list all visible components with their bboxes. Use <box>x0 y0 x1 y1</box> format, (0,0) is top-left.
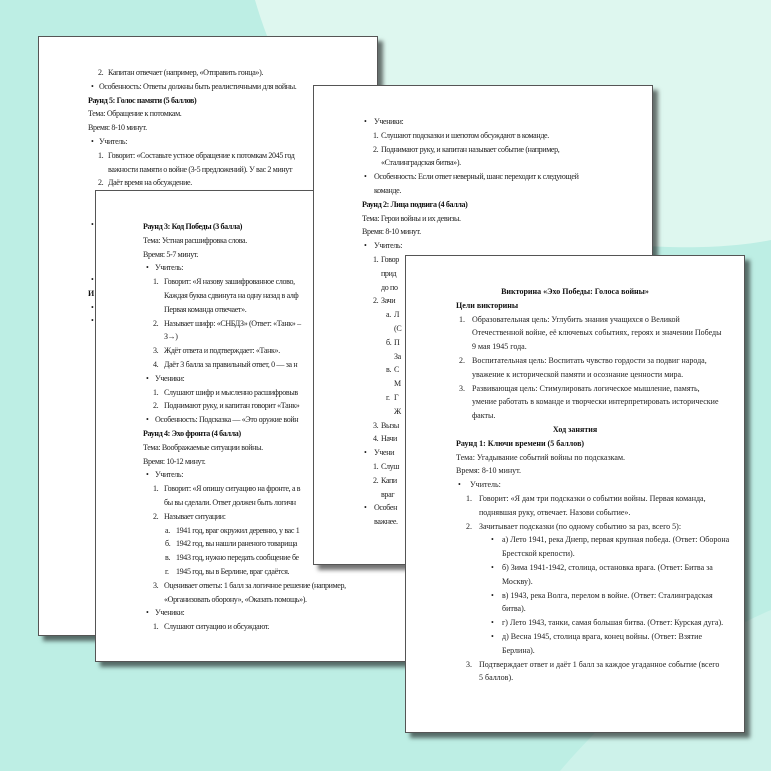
list-number: 1. <box>153 622 159 632</box>
text-line <box>314 184 652 198</box>
text-line <box>406 671 744 685</box>
list-number: 3. <box>153 580 159 590</box>
text-line <box>406 395 744 409</box>
line-text: умение работать в команде и творчески интерпретировать исторические <box>472 397 719 407</box>
bullet-marker: • <box>91 316 94 326</box>
line-text: Воспитательная цель: Воспитать чувство гордости за подвиг народа, <box>472 355 707 365</box>
text-line <box>406 616 744 630</box>
bullet-marker: • <box>91 302 94 312</box>
text-line <box>406 478 744 492</box>
text-line <box>406 547 744 561</box>
line-text: Подтверждает ответ и даёт 1 балл за каждое угаданное событие (всего <box>479 659 720 669</box>
text-line <box>406 520 744 534</box>
line-text: Зачи <box>381 296 396 306</box>
line-text: Каждая буква сдвинута на одну назад в алф <box>164 290 299 300</box>
list-number: б. <box>386 337 392 347</box>
text-line <box>406 602 744 616</box>
line-text: Развивающая цель: Стимулировать логическое мышление, память, <box>472 383 700 393</box>
line-text: М <box>394 379 401 389</box>
line-text: Время: 10-12 минут. <box>143 456 206 466</box>
bullet-marker: • <box>364 241 367 251</box>
list-number: а. <box>386 310 391 320</box>
line-text: Отечественной войне, её ключевых событиях, героях и значении Победы <box>472 328 722 338</box>
bullet-marker: • <box>491 535 494 545</box>
line-text: Раунд 2: Лица подвига (4 балла) <box>362 199 468 209</box>
list-number: 4. <box>153 359 159 369</box>
line-text: факты. <box>472 411 496 421</box>
line-text: Раунд 5: Голос памяти (5 баллов) <box>88 95 197 105</box>
text-line <box>96 579 434 593</box>
line-text: в) 1943, река Волга, перелом в войне. (Ответ: Сталинградская <box>502 590 713 600</box>
line-text: Поднимают руку, и капитан называет событие (например, <box>381 144 560 154</box>
list-number: г. <box>386 392 390 402</box>
list-number: в. <box>386 365 392 375</box>
line-text: Капитан отвечает (например, «Отправить гонца»). <box>108 68 264 77</box>
line-text: 1942 год, вы нашли раненого товарища <box>176 539 298 549</box>
bullet-marker: • <box>146 470 149 480</box>
bullet-marker: • <box>491 562 494 572</box>
section-heading <box>406 437 744 451</box>
bullet-marker: • <box>364 503 367 513</box>
list-number: 3. <box>373 420 379 430</box>
section-heading <box>406 423 744 437</box>
text-line <box>314 170 652 184</box>
list-number: 1. <box>153 484 159 494</box>
line-text: 5 баллов). <box>479 673 514 683</box>
text-line <box>406 409 744 423</box>
line-text: Поднимают руку, и капитан говорит «Танк» <box>164 401 300 411</box>
line-text: Время: 8-10 минут. <box>456 466 522 476</box>
line-text: Берлина). <box>502 645 535 655</box>
line-text: Учитель: <box>99 136 128 146</box>
line-text: Цели викторины <box>456 300 519 310</box>
list-number: 1. <box>153 277 159 287</box>
text-line <box>39 66 377 80</box>
line-text: Особенность: Если ответ неверный, шанс переходит к следующей <box>374 172 579 182</box>
list-number: 1. <box>373 130 379 140</box>
line-text: Слушают ситуацию и обсуждают. <box>164 622 270 632</box>
line-text: Капи <box>381 475 397 485</box>
line-text: Слушают подсказки и шепотом обсуждают в команде. <box>381 130 549 140</box>
list-number: 2. <box>373 144 379 154</box>
list-number: 3. <box>459 383 465 393</box>
text-line <box>314 143 652 157</box>
text-line <box>406 340 744 354</box>
list-number: 2. <box>153 318 159 328</box>
line-text: Раунд 3: Код Победы (3 балла) <box>143 222 243 231</box>
text-line <box>406 451 744 465</box>
section-heading <box>314 198 652 212</box>
list-number: 2. <box>373 475 379 485</box>
line-text: Учитель: <box>470 480 501 490</box>
list-number: 2. <box>466 521 472 531</box>
list-number: 1. <box>153 387 159 397</box>
line-text: важнее. <box>374 517 398 527</box>
line-text: Учитель: <box>374 241 403 251</box>
list-number: 2. <box>98 68 104 77</box>
list-number: 3. <box>466 659 472 669</box>
line-text: Слуш <box>381 461 400 471</box>
text-line <box>406 354 744 368</box>
line-text: Тема: Герои войны и их девизы. <box>362 213 461 223</box>
list-number: 2. <box>153 401 159 411</box>
text-line <box>406 630 744 644</box>
text-line <box>96 606 434 620</box>
text-line <box>96 593 434 607</box>
line-text: «Организовать оборону», «Оказать помощь»). <box>164 594 307 604</box>
list-number: 1. <box>466 493 472 503</box>
line-text: Говорит: «Составьте устное обращение к потомкам 2045 год <box>108 150 295 160</box>
line-text: Вызы <box>381 420 399 430</box>
list-number: 2. <box>459 355 465 365</box>
text-line <box>406 464 744 478</box>
text-line <box>314 212 652 226</box>
text-line <box>314 225 652 239</box>
line-text: Москву). <box>502 576 533 586</box>
bullet-marker: • <box>491 631 494 641</box>
line-text: Особенность: Подсказка — «Это оружие войн <box>155 415 299 425</box>
line-text: Называет ситуации: <box>164 511 226 521</box>
bullet-marker: • <box>91 81 94 91</box>
bullet-marker: • <box>91 136 94 146</box>
line-text: Особенность: Ответы должны быть реалистичными для войны. <box>99 81 297 91</box>
line-text: Раунд 1: Ключи времени (5 баллов) <box>456 438 585 448</box>
text-line <box>406 492 744 506</box>
line-text: Ждёт ответа и подтверждает: «Танк». <box>164 346 280 356</box>
bullet-marker: • <box>364 172 367 182</box>
line-text: уважение к исторической памяти и осознание ценности мира. <box>472 369 684 379</box>
line-text: Даёт 3 балла за правильный ответ, 0 — за н <box>164 359 298 369</box>
line-text: С <box>394 365 399 375</box>
list-number: г. <box>165 566 169 576</box>
line-text: З→) <box>164 332 178 342</box>
line-text: П <box>394 337 400 347</box>
text-line <box>314 129 652 143</box>
text-line <box>406 644 744 658</box>
line-text: Время: 5-7 минут. <box>143 249 199 259</box>
line-text: Учени <box>374 448 395 458</box>
line-text: бы вы сделали. Ответ должен быть логичн <box>164 497 296 507</box>
line-text: Даёт время на обсуждение. <box>108 178 192 188</box>
bullet-marker: • <box>146 263 149 273</box>
bullet-marker: • <box>91 274 94 284</box>
line-text: (С <box>394 323 402 333</box>
text-line <box>406 658 744 672</box>
line-text: Викторина «Эхо Победы: Голоса войны» <box>501 287 649 296</box>
line-text: Тема: Воображаемые ситуации войны. <box>143 442 263 452</box>
text-line <box>406 313 744 327</box>
line-text: Говор <box>381 254 399 264</box>
list-number: в. <box>165 553 171 563</box>
line-text: Время: 8-10 минут. <box>88 123 147 133</box>
line-text: Слушают шифр и мысленно расшифровыв <box>164 387 298 397</box>
document-page-title-round-1 <box>405 255 745 733</box>
line-text: Ученики: <box>155 373 185 383</box>
bullet-marker: • <box>491 590 494 600</box>
section-heading <box>406 285 744 299</box>
bullet-marker: • <box>146 608 149 618</box>
line-text: команде. <box>374 185 401 195</box>
line-text: до по <box>381 282 398 292</box>
text-line <box>96 620 434 634</box>
line-text: г) Лето 1943, танки, самая большая битва. (Ответ: Курская дуга). <box>502 618 724 628</box>
line-text: 9 мая 1945 года. <box>472 342 527 352</box>
text-line <box>406 575 744 589</box>
text-line <box>314 115 652 129</box>
line-text: Первая команда отвечает». <box>164 304 247 314</box>
bullet-marker: • <box>91 219 94 229</box>
text-line <box>406 561 744 575</box>
line-text: а) Лето 1941, река Днепр, первая крупная победа. (Ответ: Оборона <box>502 535 730 545</box>
line-text: «Сталинградская битва»). <box>381 158 461 168</box>
line-text: Тема: Обращение к потомкам. <box>88 109 182 119</box>
text-line <box>314 239 652 253</box>
text-line <box>406 533 744 547</box>
line-text: Брестской крепости). <box>502 549 575 559</box>
text-line <box>406 382 744 396</box>
line-text: Говорит: «Я назову зашифрованное слово, <box>164 277 295 287</box>
text-line <box>314 156 652 170</box>
text-line <box>406 326 744 340</box>
line-text: Ход занятия <box>552 424 598 434</box>
text-line <box>406 589 744 603</box>
list-number: 1. <box>373 461 379 471</box>
list-number: 2. <box>373 296 379 306</box>
line-text: Раунд 4: Эхо фронта (4 балла) <box>143 428 241 438</box>
line-text: Г <box>394 392 399 402</box>
bullet-marker: • <box>146 373 149 383</box>
bullet-marker: • <box>364 117 367 126</box>
line-text: важности памяти о войне (3-5 предложений). У вас 2 минут <box>108 164 293 174</box>
list-number: б. <box>165 539 171 549</box>
line-text: Время: 8-10 минут. <box>362 227 421 237</box>
bullet-marker: • <box>491 618 494 628</box>
text-line <box>96 565 434 579</box>
line-text: Говорит: «Я опишу ситуацию на фронте, а в <box>164 484 301 494</box>
line-text: б) Зима 1941-1942, столица, остановка врага. (Ответ: Битва за <box>502 562 713 572</box>
line-text: 1945 год, вы в Берлине, враг сдаётся. <box>176 566 290 576</box>
line-text: За <box>394 351 401 361</box>
list-number: 3. <box>153 346 159 356</box>
line-text: Тема: Угадывание событий войны по подсказкам. <box>456 452 626 462</box>
line-text: Ученики: <box>155 608 185 618</box>
line-text: битва). <box>502 604 526 614</box>
line-text: Л <box>394 310 400 320</box>
line-text: Называет шифр: «СНБДЗ» (Ответ: «Танк» – <box>164 318 301 328</box>
list-number: 1. <box>98 150 104 160</box>
list-number: 1. <box>459 314 465 324</box>
line-text: Учитель: <box>155 470 184 480</box>
line-text: Особен <box>374 503 398 513</box>
list-number: 1. <box>373 254 379 264</box>
text-line <box>406 368 744 382</box>
line-text: Зачитывает подсказки (по одному событию за раз, всего 5): <box>479 521 682 531</box>
list-number: а. <box>165 525 170 535</box>
line-text: 1941 год, враг окружил деревню, у вас 1 <box>176 525 300 535</box>
bullet-marker: • <box>146 415 149 425</box>
bullet-marker: • <box>458 480 461 490</box>
line-text: Начи <box>381 434 397 444</box>
text-line <box>406 506 744 520</box>
line-text: Ученики: <box>374 117 404 126</box>
line-text: Оценивает ответы: 1 балл за логичное решение (например, <box>164 580 346 590</box>
line-text: Ж <box>394 406 401 416</box>
line-text: Говорит: «Я дам три подсказки о событии войны. Первая команда, <box>479 493 706 503</box>
bullet-marker: • <box>364 448 367 458</box>
line-text: Учитель: <box>155 263 184 273</box>
section-heading <box>406 299 744 313</box>
list-number: 4. <box>373 434 379 444</box>
line-text: И <box>88 288 94 298</box>
line-text: Тема: Устная расшифровка слова. <box>143 235 247 245</box>
line-text: поднявшая руку, отвечает. Назови событие». <box>479 507 631 517</box>
list-number: 2. <box>153 511 159 521</box>
list-number: 2. <box>98 178 104 188</box>
line-text: прид <box>381 268 397 278</box>
line-text: д) Весна 1945, столица врага, конец войны. (Ответ: Взятие <box>502 631 702 641</box>
line-text: 1943 год, нужно передать сообщение бе <box>176 553 299 563</box>
line-text: враг <box>381 489 395 499</box>
line-text: Образовательная цель: Углубить знания учащихся о Великой <box>472 314 680 324</box>
